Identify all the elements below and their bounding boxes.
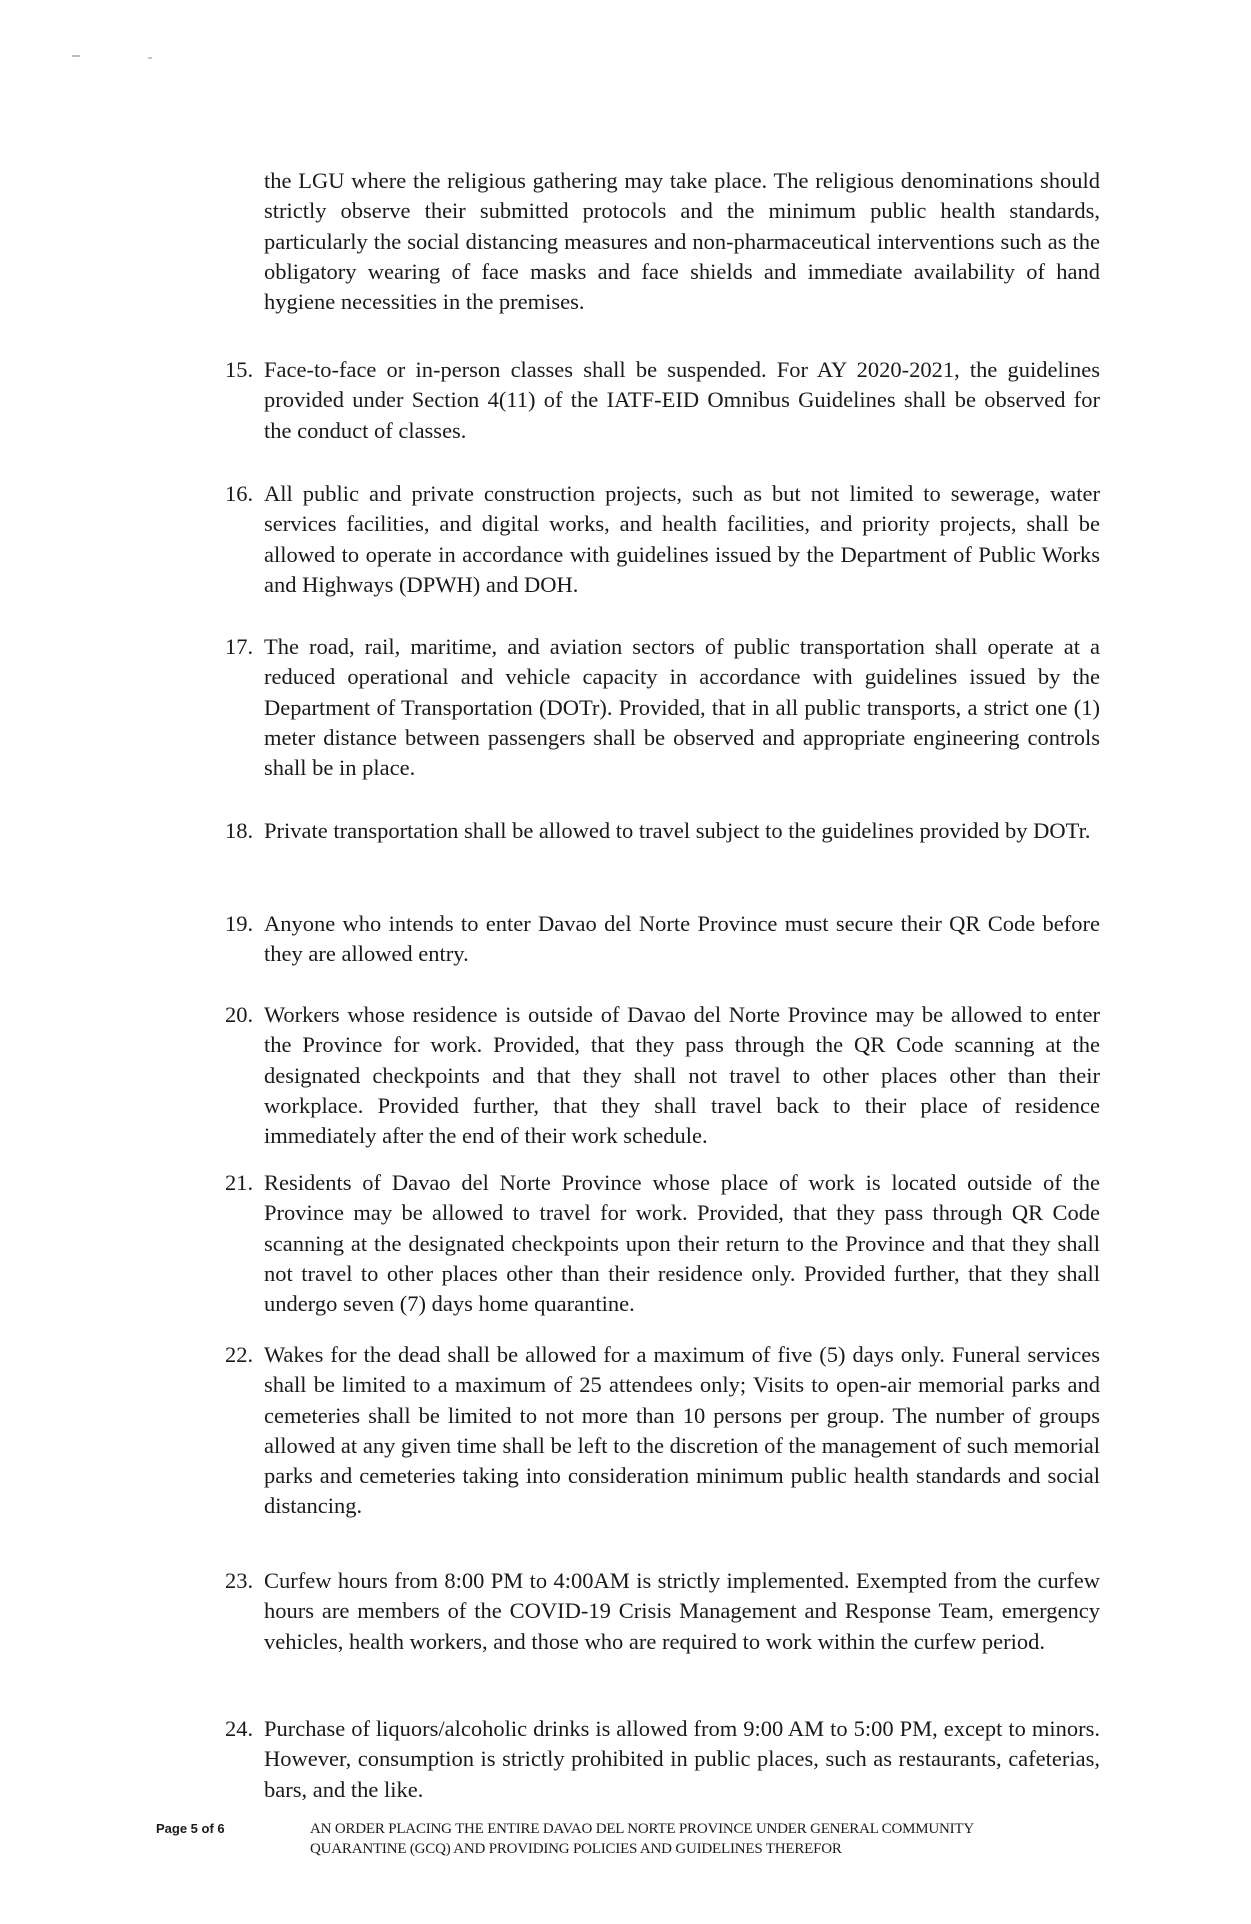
list-item bbox=[225, 816, 1100, 846]
item-number: 21. bbox=[225, 1170, 254, 1195]
item-number: 19. bbox=[225, 911, 254, 936]
list-item bbox=[225, 355, 1100, 446]
list-item bbox=[225, 1340, 1100, 1522]
item-text: All public and private construction projects, such as but not limited to sewerage, water services facilities, and digital works, and health facilities, and priority projects, shall be allowed to operate in accordance with guidelines issued by the Department of Public Works and Highways (DPWH) and DOH. bbox=[264, 481, 1100, 597]
item-text: Residents of Davao del Norte Province whose place of work is located outside of the Province may be allowed to travel for work. Provided, that they pass through QR Code scanning at the designated checkpoints upon their return to the Province and that they shall not travel to other places other than their residence only. Provided further, that they shall undergo seven (7) days home quarantine. bbox=[264, 1170, 1100, 1317]
item-number: 20. bbox=[225, 1002, 254, 1027]
list-item bbox=[225, 909, 1100, 970]
item-text: Private transportation shall be allowed to travel subject to the guidelines provided by DOTr. bbox=[264, 818, 1091, 843]
item-text: Workers whose residence is outside of Davao del Norte Province may be allowed to enter the Province for work. Provided, that they pass through the QR Code scanning at the designated checkpoints and that they shall not travel to other places other than their workplace. Provided further, that they shall travel back to their place of residence immediately after the end of their work schedule. bbox=[264, 1002, 1100, 1149]
page-number: Page 5 of 6 bbox=[156, 1821, 225, 1836]
item-number: 24. bbox=[225, 1716, 254, 1741]
footer-title-line: QUARANTINE (GCQ) AND PROVIDING POLICIES AND GUIDELINES THEREFOR bbox=[310, 1841, 842, 1857]
item-number: 22. bbox=[225, 1342, 254, 1367]
list-item bbox=[225, 1566, 1100, 1657]
item-number: 15. bbox=[225, 357, 254, 382]
item-number: 18. bbox=[225, 818, 254, 843]
item-text: Curfew hours from 8:00 PM to 4:00AM is strictly implemented. Exempted from the curfew hours are members of the COVID-19 Crisis Management and Response Team, emergency vehicles, health workers, and those who are required to work within the curfew period. bbox=[264, 1568, 1100, 1654]
list-item bbox=[225, 632, 1100, 783]
item-text: The road, rail, maritime, and aviation sectors of public transportation shall operate at a reduced operational and vehicle capacity in accordance with guidelines issued by the Department of Transportation (DOTr). Provided, that in all public transports, a strict one (1) meter distance between passengers shall be observed and appropriate engineering controls shall be in place. bbox=[264, 634, 1100, 781]
item-text: Purchase of liquors/alcoholic drinks is allowed from 9:00 AM to 5:00 PM, except to minors. However, consumption is strictly prohibited in public places, such as restaurants, cafeterias, bars, and the like. bbox=[264, 1716, 1100, 1802]
list-item bbox=[225, 479, 1100, 600]
item-number: 17. bbox=[225, 634, 254, 659]
footer-title-line: AN ORDER PLACING THE ENTIRE DAVAO DEL NORTE PROVINCE UNDER GENERAL COMMUNITY bbox=[310, 1821, 975, 1837]
intro-paragraph: the LGU where the religious gathering may take place. The religious denominations should strictly observe their submitted protocols and the minimum public health standards, particularly the social distancing measures and non-pharmaceutical interventions such as the obligatory wearing of face masks and face shields and immediate availability of hand hygiene necessities in the premises. bbox=[264, 168, 1100, 315]
list-item bbox=[225, 1714, 1100, 1805]
item-number: 23. bbox=[225, 1568, 254, 1593]
item-number: 16. bbox=[225, 481, 254, 506]
list-item bbox=[225, 1000, 1100, 1151]
item-text: Anyone who intends to enter Davao del Norte Province must secure their QR Code before they are allowed entry. bbox=[264, 911, 1100, 967]
item-text: Face-to-face or in-person classes shall be suspended. For AY 2020-2021, the guidelines provided under Section 4(11) of the IATF-EID Omnibus Guidelines shall be observed for the conduct of classes. bbox=[264, 357, 1100, 443]
item-text: Wakes for the dead shall be allowed for a maximum of five (5) days only. Funeral services shall be limited to a maximum of 25 attendees only; Visits to open-air memorial parks and cemeteries shall be limited to not more than 10 persons per group. The number of groups allowed at any given time shall be left to the discretion of the management of such memorial parks and cemeteries taking into consideration minimum public health standards and social distancing. bbox=[264, 1342, 1100, 1519]
footer-document-title bbox=[310, 1819, 1106, 1859]
scan-specks bbox=[0, 0, 1251, 120]
list-item bbox=[225, 1168, 1100, 1319]
